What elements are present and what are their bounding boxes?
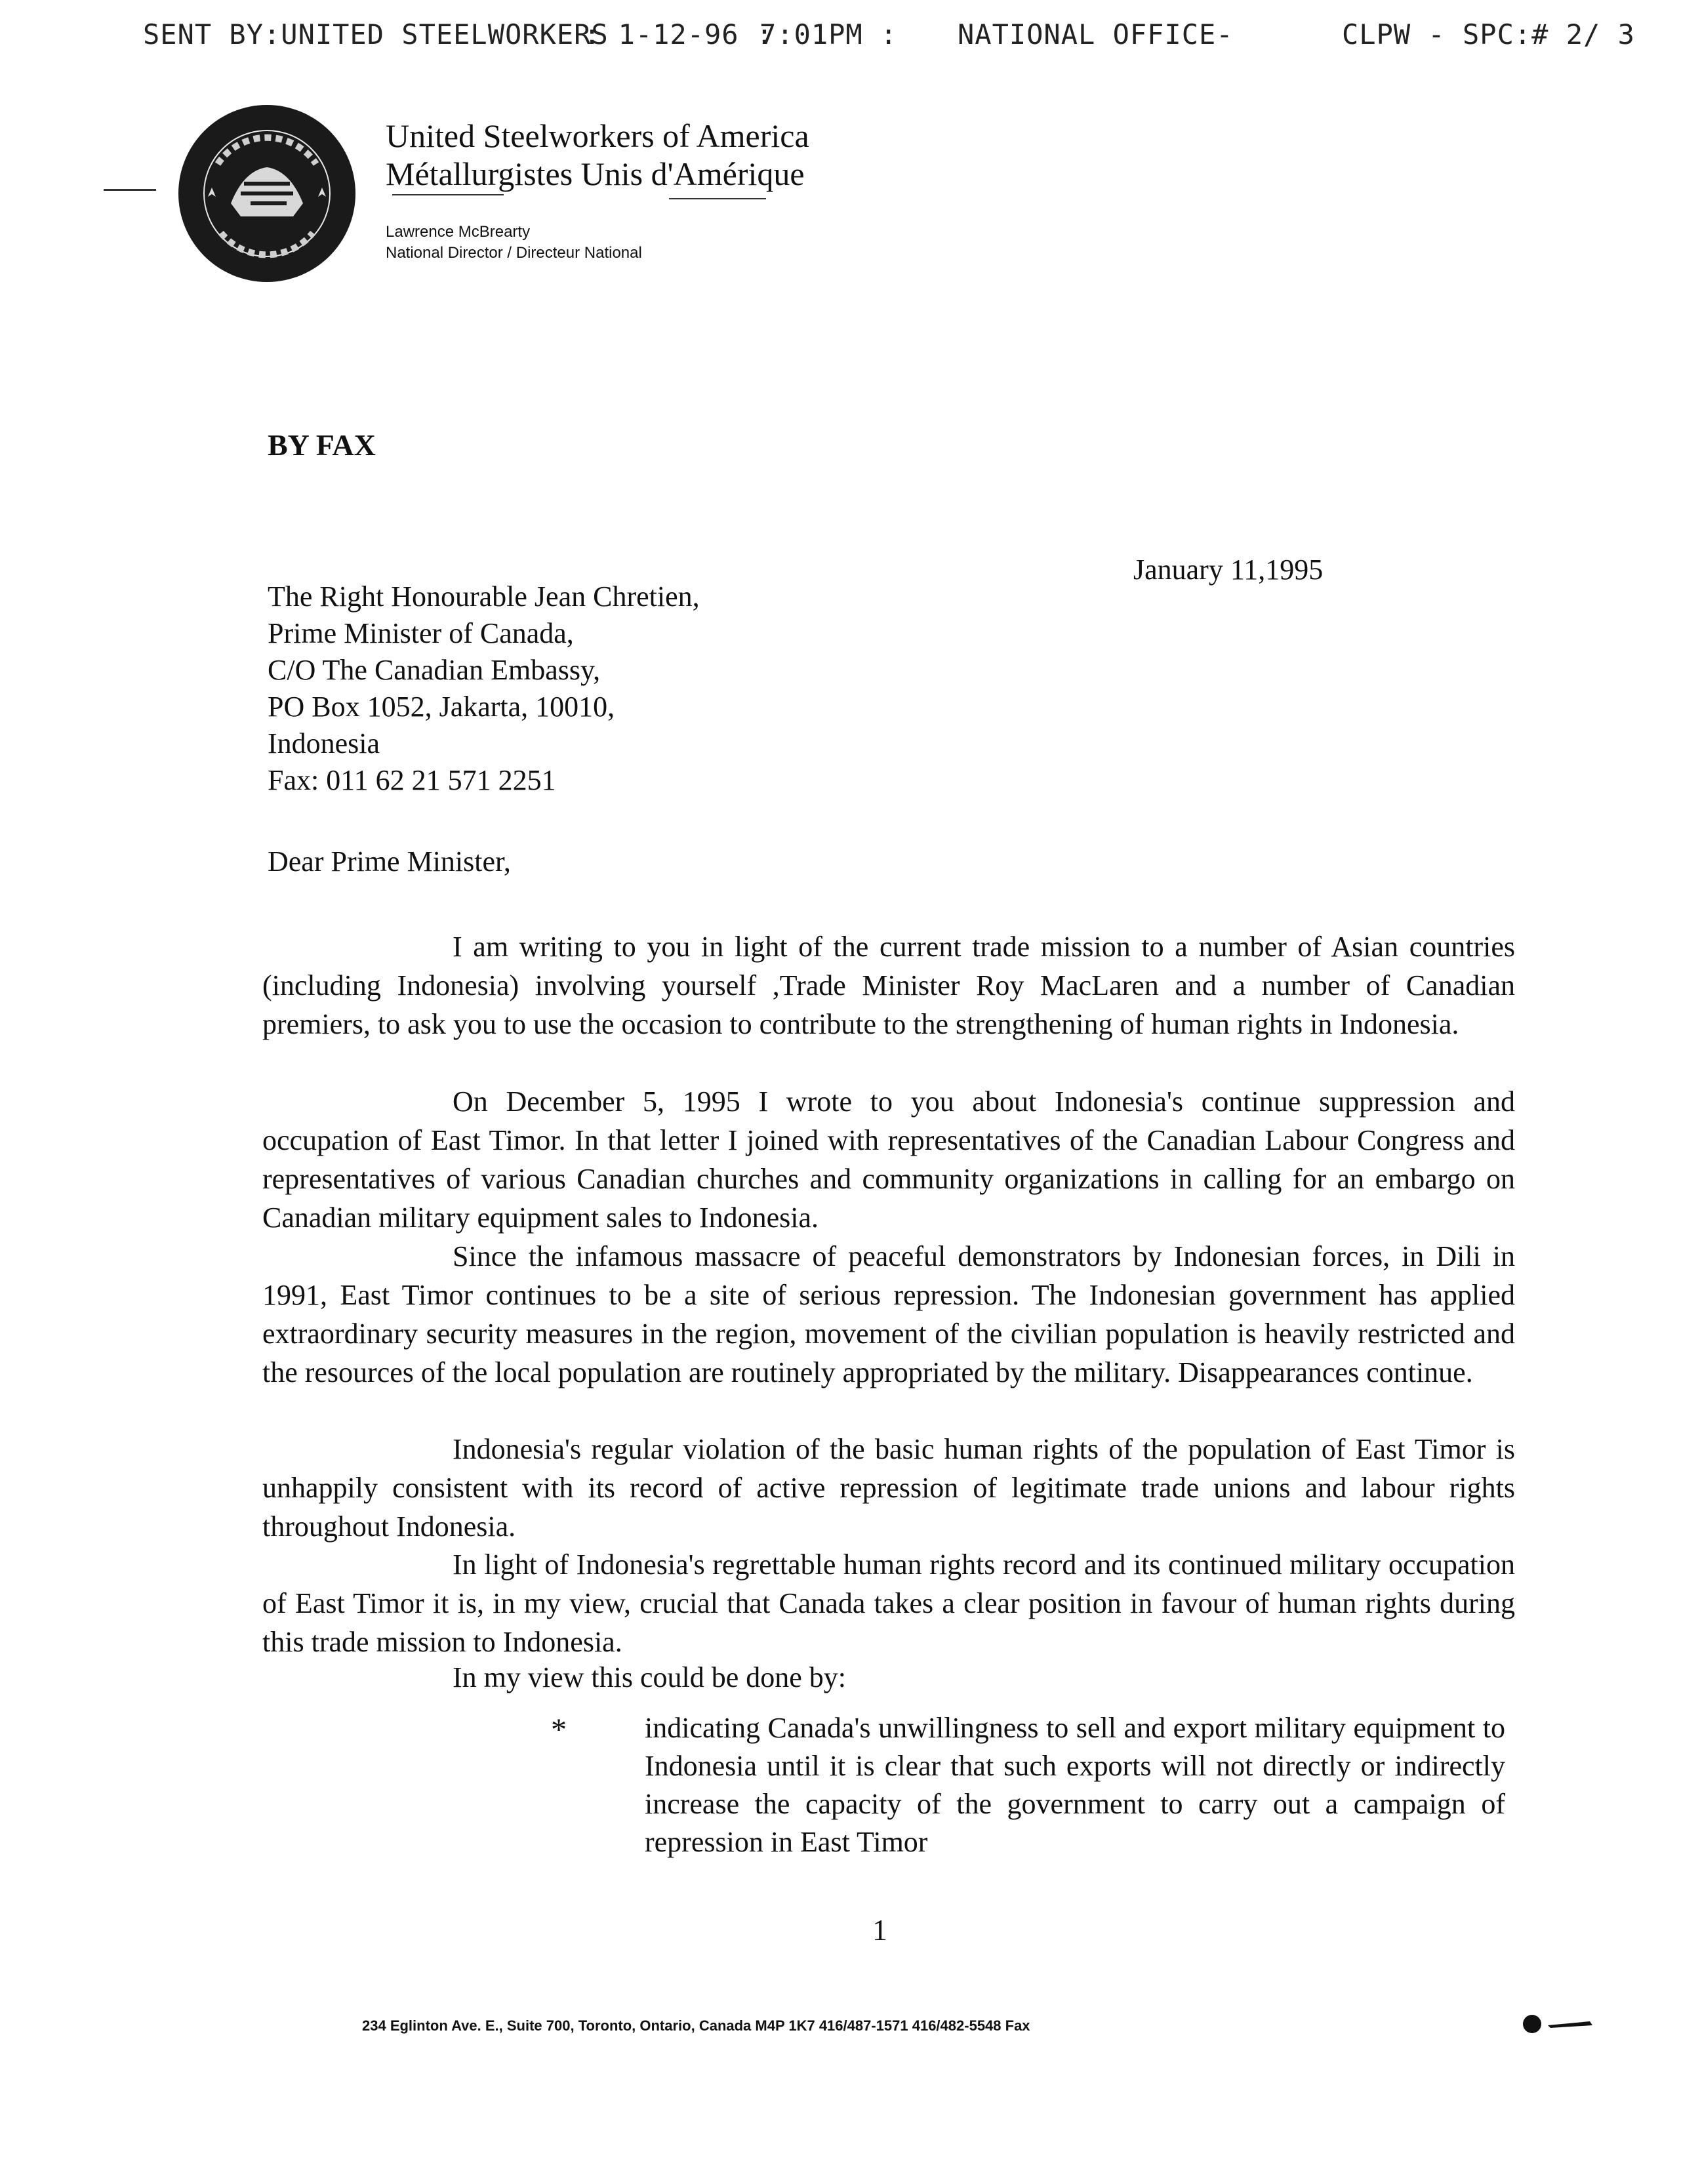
recipient-line: The Right Honourable Jean Chretien,	[268, 580, 700, 613]
body-paragraph	[262, 1082, 1515, 1237]
fax-transmission-header	[0, 18, 1700, 58]
body-paragraph-text: I am writing to you in light of the current trade mission to a number of Asian countries (including Indonesia) involving yourself ,Trade Minister Roy MacLaren and a number of Canadian premiers, to ask you to use the occasion to contribute to the strengthening of human rights in Indonesia.	[262, 931, 1515, 1040]
union-bug-icon	[1522, 2012, 1595, 2036]
body-paragraph-text: In light of Indonesia's regrettable human rights record and its continued military occupation of East Timor it is, in my view, crucial that Canada takes a clear position in favour of human rights during this trade mission to Indonesia.	[262, 1548, 1515, 1658]
bullet-item-text: indicating Canada's unwillingness to sell and export military equipment to Indonesia until it is clear that such exports will not directly or indirectly increase the capacity of the government to carry out a campaign of repression in East Timor	[645, 1712, 1505, 1858]
body-paragraph	[262, 1545, 1515, 1661]
body-paragraph	[262, 1237, 1515, 1392]
fax-time: 7:01PM :	[759, 18, 898, 51]
fax-page-info: CLPW - SPC:# 2/ 3	[1342, 18, 1635, 51]
delivery-method: BY FAX	[268, 428, 376, 462]
org-name-french: Métallurgistes Unis d'Amérique	[386, 155, 805, 192]
union-seal-icon	[178, 105, 355, 282]
director-name: Lawrence McBrearty	[386, 223, 531, 241]
body-paragraph-text: In my view this could be done by:	[453, 1661, 847, 1693]
org-name-english: United Steelworkers of America	[386, 117, 809, 154]
letterhead-left-rule	[104, 189, 156, 191]
director-title: National Director / Directeur National	[386, 244, 642, 262]
body-paragraph	[262, 1430, 1515, 1546]
body-paragraph	[262, 1658, 1515, 1697]
body-paragraph	[262, 927, 1515, 1043]
page-number: 1	[872, 1913, 887, 1947]
fax-office: NATIONAL OFFICE-	[958, 18, 1234, 51]
body-paragraph-text: On December 5, 1995 I wrote to you about Indonesia's continue suppression and occupation of East Timor. In that letter I joined with representatives of the Canadian Labour Congress and representatives of various Canadian churches and community organizations in calling for an embargo on Canadian military equipment sales to Indonesia.	[262, 1085, 1515, 1234]
fax-sender: SENT BY:UNITED STEELWORKERS	[143, 18, 609, 51]
letterhead-underline-right	[669, 198, 766, 199]
recipient-line: PO Box 1052, Jakarta, 10010,	[268, 691, 615, 723]
bullet-marker: *	[551, 1712, 567, 1747]
body-paragraph-text: Since the infamous massacre of peaceful demonstrators by Indonesian forces, in Dili in 1991, East Timor continues to be a site of serious repression. The Indonesian government has applied extraordinary security measures in the region, movement of the civilian population is heavily restricted and the resources of the local population are routinely appropriated by the military. Disappearances continue.	[262, 1240, 1515, 1388]
recipient-line: Indonesia	[268, 727, 380, 759]
fax-date: : 1-12-96 :	[584, 18, 774, 51]
recipient-line: C/O The Canadian Embassy,	[268, 654, 601, 686]
letter-date: January 11,1995	[1133, 554, 1324, 586]
letterhead-underline-left	[392, 194, 504, 195]
recipient-fax-line: Fax: 011 62 21 571 2251	[268, 764, 556, 796]
recipient-line: Prime Minister of Canada,	[268, 617, 574, 649]
letterhead-footer-address: 234 Eglinton Ave. E., Suite 700, Toronto, Ontario, Canada M4P 1K7 416/487-1571 416/482-5548 Fax	[362, 2017, 1030, 2034]
body-paragraph-text: Indonesia's regular violation of the basic human rights of the population of East Timor is unhappily consistent with its record of active repression of legitimate trade unions and labour rights throughout Indonesia.	[262, 1433, 1515, 1543]
salutation: Dear Prime Minister,	[268, 845, 511, 878]
